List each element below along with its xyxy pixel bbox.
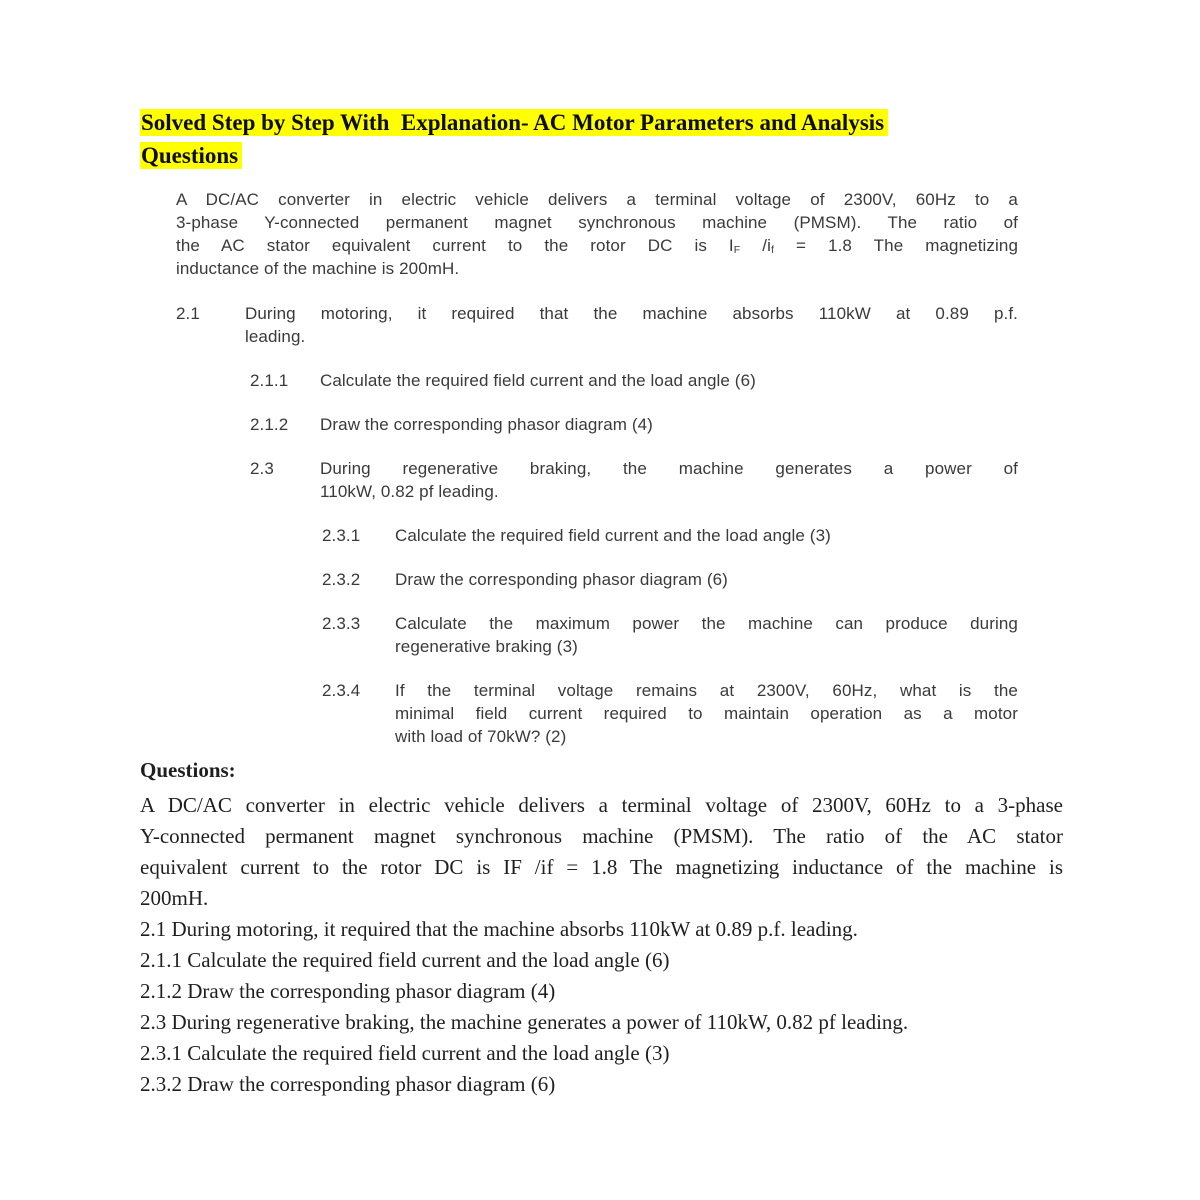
item-body — [245, 302, 1018, 348]
item-text-line: regenerative braking (3) — [395, 637, 578, 656]
intro-line-2: 3-phase Y-connected permanent magnet synchronous machine (PMSM). The ratio of — [176, 213, 1018, 232]
question-item-2-3-2 — [140, 568, 1018, 591]
highlighted-title-text: Solved Step by Step With Explanation- AC Motor Parameters and Analysis — [140, 109, 888, 136]
item-body — [320, 413, 1018, 436]
serif-list-line: 2.1.2 Draw the corresponding phasor diagram (4) — [140, 979, 556, 1003]
item-text-line: During regenerative braking, the machine generates a power of — [320, 459, 1018, 478]
item-text-line: 110kW, 0.82 pf leading. — [320, 482, 499, 501]
item-text-line: During motoring, it required that the machine absorbs 110kW at 0.89 p.f. — [245, 304, 1018, 323]
title-line-1 — [140, 106, 1063, 139]
question-item-2-1-2 — [140, 413, 1018, 436]
item-number: 2.3.4 — [322, 681, 361, 700]
item-text-line: Calculate the maximum power the machine can produce during — [395, 614, 1018, 633]
item-body — [320, 457, 1018, 503]
document-content — [140, 106, 1063, 1100]
serif-para-line-2: Y-connected permanent magnet synchronous machine (PMSM). The ratio of the AC stator — [140, 824, 1063, 848]
item-body — [320, 369, 1018, 392]
serif-list-line: 2.1.1 Calculate the required field current and the load angle (6) — [140, 948, 670, 972]
item-text-line: leading. — [245, 327, 306, 346]
item-text-line: Draw the corresponding phasor diagram (6) — [395, 570, 728, 589]
intro-line-3-text: = 1.8 The magnetizing — [774, 236, 1018, 255]
serif-list-line: 2.3.1 Calculate the required field current and the load angle (3) — [140, 1041, 670, 1065]
serif-list-line: 2.1 During motoring, it required that the machine absorbs 110kW at 0.89 p.f. leading. — [140, 917, 858, 941]
serif-para-line-4: 200mH. — [140, 886, 209, 910]
subscript-f: f — [771, 243, 775, 256]
item-body — [395, 568, 1018, 591]
question-item-2-3-3 — [140, 612, 1018, 658]
item-body — [395, 679, 1018, 748]
subscript-F: F — [733, 243, 741, 256]
item-text-line: Calculate the required field current and the load angle (3) — [395, 526, 831, 545]
item-text-line: Calculate the required field current and the load angle (6) — [320, 371, 756, 390]
serif-para-line-3: equivalent current to the rotor DC is IF /if = 1.8 The magnetizing inductance of the machine is — [140, 855, 1063, 879]
serif-para-line-1: A DC/AC converter in electric vehicle delivers a terminal voltage of 2300V, 60Hz to a 3-phase — [140, 793, 1063, 817]
question-item-2-3 — [140, 457, 1018, 503]
item-text-line: with load of 70kW? (2) — [395, 727, 567, 746]
item-text-line: Draw the corresponding phasor diagram (4) — [320, 415, 653, 434]
title-line-2 — [140, 139, 1063, 172]
item-number: 2.1.1 — [250, 371, 289, 390]
highlighted-title-text: Questions — [140, 142, 242, 169]
item-number: 2.3.2 — [322, 570, 361, 589]
item-body — [395, 612, 1018, 658]
questions-heading: Questions: — [140, 758, 236, 782]
item-number: 2.1.2 — [250, 415, 289, 434]
intro-paragraph — [176, 188, 1018, 280]
question-block-sans — [140, 188, 1018, 748]
question-item-2-1-1 — [140, 369, 1018, 392]
serif-paragraph — [140, 790, 1063, 914]
item-number: 2.3 — [250, 459, 274, 478]
question-block-serif — [140, 755, 1063, 1100]
item-number: 2.3.1 — [322, 526, 361, 545]
serif-question-list — [140, 914, 1063, 1100]
question-item-2-3-1 — [140, 524, 1018, 547]
serif-list-line: 2.3.2 Draw the corresponding phasor diagram (6) — [140, 1072, 556, 1096]
item-number: 2.3.3 — [322, 614, 361, 633]
item-text-line: If the terminal voltage remains at 2300V, 60Hz, what is the — [395, 681, 1018, 700]
item-body — [395, 524, 1018, 547]
serif-list-line: 2.3 During regenerative braking, the machine generates a power of 110kW, 0.82 pf leading. — [140, 1010, 909, 1034]
intro-line-3-text: /i — [740, 236, 771, 255]
item-text-line: minimal field current required to maintain operation as a motor — [395, 704, 1018, 723]
question-item-2-3-4 — [140, 679, 1018, 748]
item-number: 2.1 — [176, 304, 200, 323]
intro-line-1: A DC/AC converter in electric vehicle delivers a terminal voltage of 2300V, 60Hz to a — [176, 190, 1018, 209]
intro-line-4: inductance of the machine is 200mH. — [176, 259, 460, 278]
question-item-2-1 — [140, 302, 1018, 348]
intro-line-3 — [176, 234, 1018, 257]
document-title — [140, 106, 1063, 172]
intro-line-3-text: the AC stator equivalent current to the rotor DC is I — [176, 236, 734, 255]
